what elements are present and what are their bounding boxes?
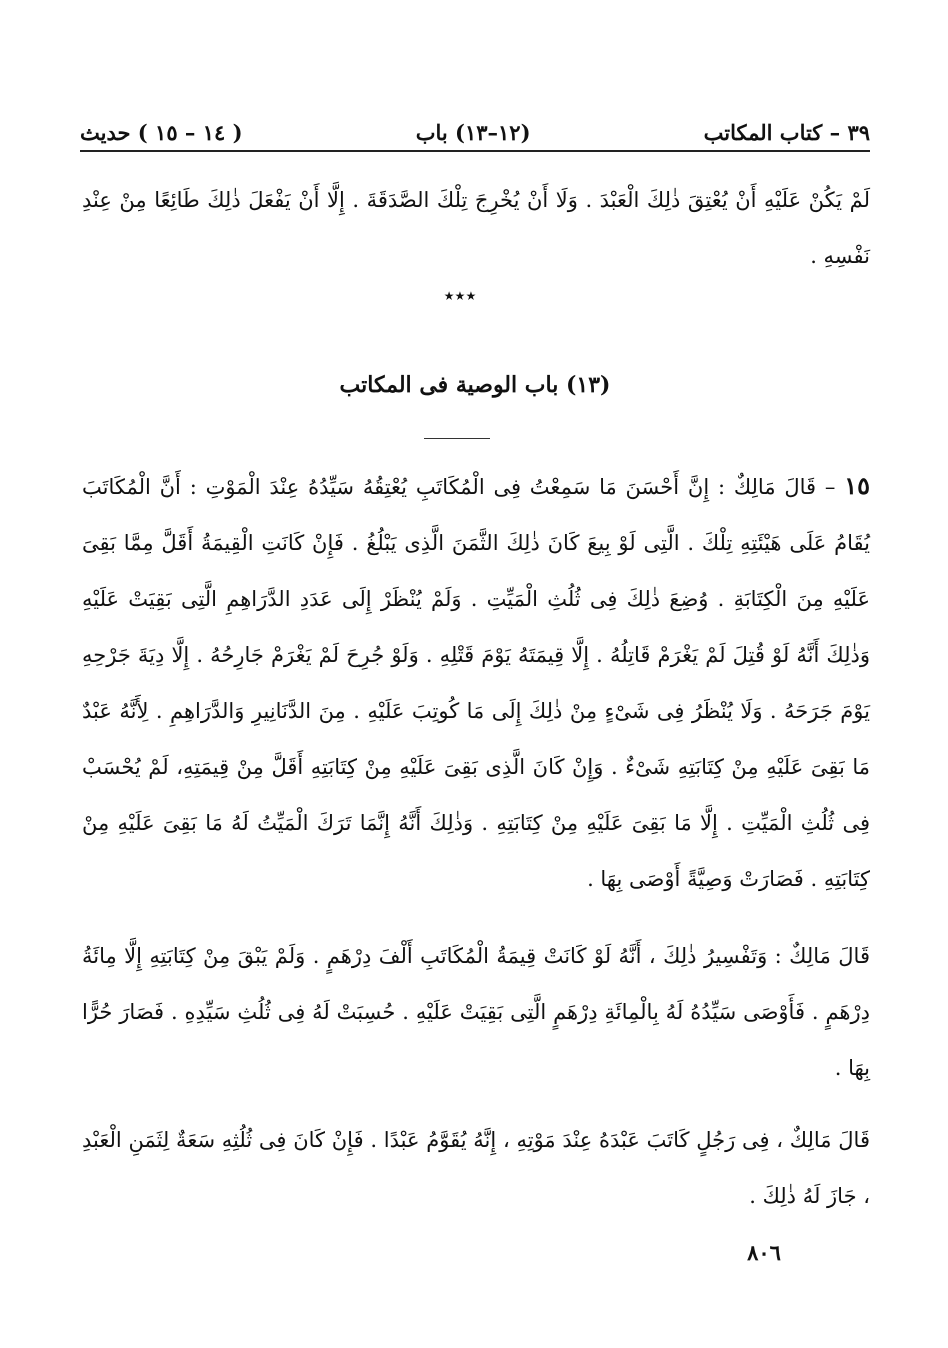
hadith-number: ١٥ (844, 471, 870, 500)
hadith-text-block (82, 458, 870, 907)
paragraph-ruling (82, 1112, 870, 1224)
paragraph-explanation-text: قَالَ مَالِكٌ : وَتَفْسِيرُ ذٰلِكَ ، أَنَّهُ لَوْ كَانَتْ قِيمَةُ الْمُكَاتَبِ أَلْفَ دِرْهَمٍ . وَلَمْ يَبْقَ مِنْ كِتَابَتِهِ إِلَّا مِائَةُ دِرْهَمٍ . فَأَوْصَى سَيِّدُهُ لَهُ بِالْمِائَةِ دِرْهَمٍ الَّتِى بَقِيَتْ عَلَيْهِ . حُسِبَتْ لَهُ فِى ثُلُثِ سَيِّدِهِ . فَصَارَ حُرًّا بِهَا . (82, 944, 870, 1080)
header-rule (80, 150, 870, 152)
intro-paragraph-text: لَمْ يَكُنْ عَلَيْهِ أَنْ يُعْتِقَ ذٰلِكَ الْعَبْدَ . وَلَا أَنْ يُخْرِجَ تِلْكَ الصَّدَقَةَ . إِلَّا أَنْ يَفْعَلَ ذٰلِكَ طَائِعًا مِنْ عِنْدِ نَفْسِهِ . (82, 188, 870, 268)
header-chapter: (١٢–١٣) باب (415, 119, 531, 145)
page-number: ٨٠٦ (747, 1240, 781, 1265)
paragraph-ruling-text: قَالَ مَالِكٌ ، فِى رَجُلٍ كَاتَبَ عَبْدَهُ عِنْدَ مَوْتِهِ ، إِنَّهُ يُقَوَّمُ عَبْدًا . فَإِنْ كَانَ فِى ثُلُثِهِ سَعَةٌ لِثَمَنِ الْعَبْدِ ، جَازَ لَهُ ذٰلِكَ . (82, 1128, 870, 1208)
title-underline (424, 438, 490, 439)
header-book-title: ٣٩ – كتاب المكاتب (703, 119, 870, 145)
hadith-text: قَالَ مَالِكٌ : إِنَّ أَحْسَنَ مَا سَمِعْتُ فِى الْمُكَاتَبِ يُعْتِقُهُ سَيِّدُهُ عِنْدَ الْمَوْتِ : أَنَّ الْمُكَاتَبَ يُقَامُ عَلَى هَيْئَتِهِ تِلْكَ . الَّتِى لَوْ بِيعَ كَانَ ذٰلِكَ الثَّمَنَ الَّذِى يَبْلُغُ . فَإِنْ كَانَتِ الْقِيمَةُ أَقَلَّ مِمَّا بَقِىَ عَلَيْهِ مِنَ الْكِتَابَةِ . وُضِعَ ذٰلِكَ فِى ثُلُثِ الْمَيِّتِ . وَلَمْ يُنْظَرْ إِلَى عَدَدِ الدَّرَاهِمِ الَّتِى بَقِيَتْ عَلَيْهِ وَذٰلِكَ أَنَّهُ لَوْ قُتِلَ لَمْ يَغْرَمْ قَاتِلُهُ . إِلَّا قِيمَتَهُ يَوْمَ قَتْلِهِ . وَلَوْ جُرِحَ لَمْ يَغْرَمْ جَارِحُهُ . إِلَّا دِيَةَ جَرْحِهِ يَوْمَ جَرَحَهُ . وَلَا يُنْظَرُ فِى شَىْءٍ مِنْ ذٰلِكَ إِلَى مَا كُوتِبَ عَلَيْهِ . مِنَ الدَّنَانِيرِ وَالدَّرَاهِمِ . لِأَنَّهُ عَبْدٌ مَا بَقِىَ عَلَيْهِ مِنْ كِتَابَتِهِ شَىْءٌ . وَإِنْ كَانَ الَّذِى بَقِىَ عَلَيْهِ مِنْ كِتَابَتِهِ أَقَلَّ مِنْ قِيمَتِهِ، لَمْ يُحْسَبْ فِى ثُلُثِ الْمَيِّتِ . إِلَّا مَا بَقِىَ عَلَيْهِ مِنْ كِتَابَتِهِ . وَذٰلِكَ أَنَّهُ إِنَّمَا تَرَكَ الْمَيِّتُ لَهُ مَا بَقِىَ عَلَيْهِ مِنْ كِتَابَتِهِ . فَصَارَتْ وَصِيَّةً أَوْصَى بِهَا . (82, 475, 870, 891)
section-separator: ٭٭٭ (443, 283, 477, 307)
header-hadith-range: ( ١٤ – ١٥ ) حديث (80, 119, 243, 145)
paragraph-explanation (82, 928, 870, 1096)
running-header (80, 114, 870, 150)
hadith-paragraph (82, 458, 870, 907)
intro-paragraph (82, 172, 870, 284)
hadith-dash: – (824, 475, 836, 499)
chapter-title: (١٣) باب الوصية فى المكاتب (339, 372, 611, 398)
